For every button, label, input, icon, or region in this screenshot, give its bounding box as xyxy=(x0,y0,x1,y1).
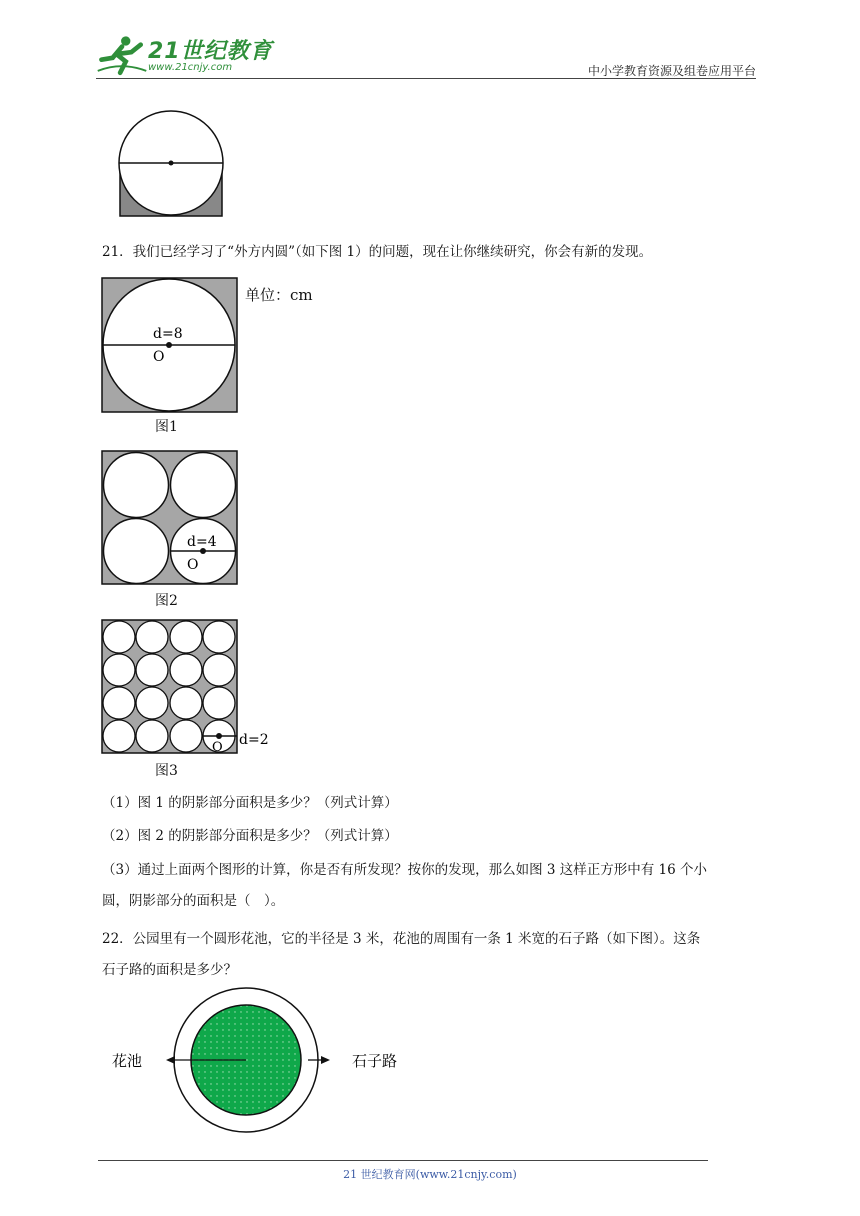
q22-line2: 石子路的面积是多少？ xyxy=(102,962,237,978)
fig1-o-label: O xyxy=(153,349,165,365)
q21-sub3-line2: 圆，阴影部分的面积是（ ）。 xyxy=(102,893,285,909)
figure-2 xyxy=(101,450,238,586)
header-divider xyxy=(96,78,756,79)
semicircle-rectangle-figure xyxy=(115,108,227,220)
q21-sub3-line1: （3）通过上面两个图形的计算，你是否有所发现？按你的发现，那么如图 3 这样正方形中有 16 个小 xyxy=(102,862,708,878)
logo-text: 21世纪教育 xyxy=(148,39,273,64)
header-platform-text: 中小学教育资源及组卷应用平台 xyxy=(587,64,756,78)
footer-divider xyxy=(98,1160,708,1161)
fig2-caption: 图2 xyxy=(155,593,178,609)
footer-text: 21 世纪教育网(www.21cnjy.com) xyxy=(343,1168,517,1181)
fig1-caption: 图1 xyxy=(155,419,178,435)
label-pool: 花池 xyxy=(112,1052,143,1070)
q22-line1: 22．公园里有一个圆形花池，它的半径是 3 米，花池的周围有一条 1 米宽的石子路（如下图）。这条 xyxy=(102,931,701,947)
q21-sub2: （2）图 2 的阴影部分面积是多少？（列式计算） xyxy=(102,828,398,844)
unit-label: 单位：cm xyxy=(245,286,313,304)
q21-sub1: （1）图 1 的阴影部分面积是多少？（列式计算） xyxy=(102,795,398,811)
figure-3 xyxy=(101,619,271,755)
logo-runner-icon xyxy=(94,32,150,78)
fig3-o-label: O xyxy=(212,740,223,755)
fig3-caption: 图3 xyxy=(155,763,178,779)
fig3-d-label: d=2 xyxy=(239,732,269,748)
label-stone-path: 石子路 xyxy=(352,1052,398,1070)
fig2-d-label: d=4 xyxy=(187,534,217,550)
figure-1 xyxy=(101,277,238,414)
fig2-o-label: O xyxy=(187,557,199,573)
flower-pool-figure xyxy=(100,985,420,1140)
logo-url: www.21cnjy.com xyxy=(148,62,233,73)
fig1-d-label: d=8 xyxy=(153,326,183,342)
q21-stem: 21．我们已经学习了“外方内圆”（如下图 1）的问题，现在让你继续研究，你会有新的发现。 xyxy=(102,244,653,260)
